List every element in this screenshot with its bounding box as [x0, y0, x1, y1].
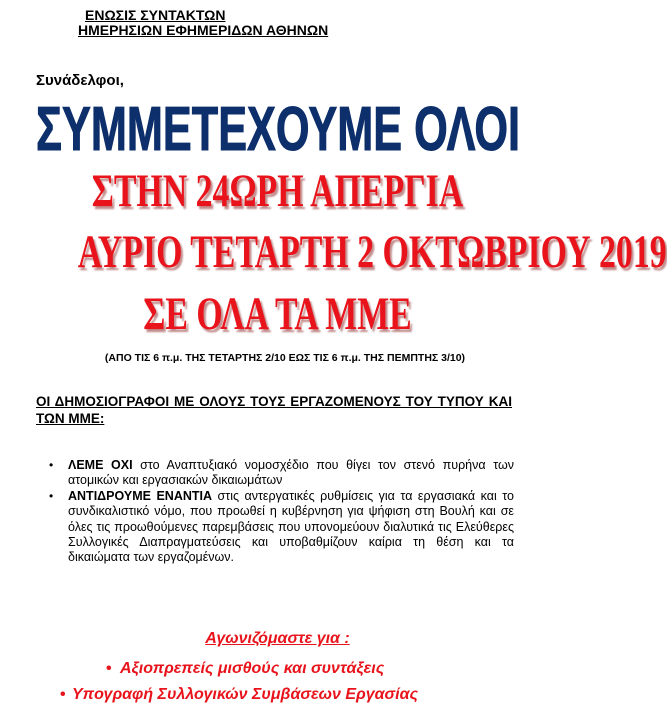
demand-text: Αξιοπρεπείς μισθούς και συντάξεις — [120, 660, 385, 677]
strike-line-2: ΑΥΡΙΟ ΤΕΤΑΡΤΗ 2 ΟΚΤΩΒΡΙΟΥ 2019 — [77, 226, 667, 278]
list-item — [60, 682, 530, 708]
bullet-icon: • — [60, 686, 66, 703]
list-item-bold: ΛΕΜΕ ΟΧΙ — [68, 458, 133, 472]
headline — [34, 95, 522, 164]
bullet-icon: • — [49, 488, 54, 503]
strike-line-3: ΣΕ ΟΛΑ ΤΑ ΜΜΕ — [143, 288, 412, 340]
list-item — [36, 458, 514, 489]
union-name-line1: ΕΝΩΣΙΣ ΣΥΝΤΑΚΤΩΝ — [85, 7, 226, 23]
list-item — [60, 656, 530, 682]
demand-text: Υπογραφή Συλλογικών Συμβάσεων Εργασίας — [72, 686, 419, 703]
list-item-bold: ΑΝΤΙΔΡΟΥΜΕ ΕΝΑΝΤΙΑ — [68, 488, 213, 503]
journalists-heading: ΟΙ ΔΗΜΟΣΙΟΓΡΑΦΟΙ ΜΕ ΟΛΟΥΣ ΤΟΥΣ ΕΡΓΑΖΟΜΕΝΟΥΣ ΤΟΥ ΤΥΠΟΥ ΚΑΙ ΤΩΝ ΜΜΕ: — [36, 394, 512, 426]
list-item-text: στο Αναπτυξιακό νομοσχέδιο που θίγει τον στενό πυρήνα των ατομικών και εργασιακών δικαιωμάτων — [68, 458, 514, 488]
list-item-text: στις αντεργατικές ρυθμίσεις για τα εργασιακά και το συνδικαλιστικό νόμο, που προωθεί η κυβέρνηση για ψήφιση στη Βουλή και σε όλες τις προωθούμενες παρεμβάσεις που υπονομεύουν διαλυτικά τις Ελεύθερες Συλλογικές Διαπραγματεύσεις και υποβαθμίζουν καίρια τη θέση και τα δικαιώματα των εργαζομένων. — [68, 488, 514, 565]
bullet-icon: • — [49, 458, 54, 472]
list-item — [36, 489, 514, 566]
strike-line-1: ΣΤΗΝ 24ΩΡΗ ΑΠΕΡΓΙΑ — [91, 165, 464, 217]
fighting-for-heading: Αγωνιζόμαστε για : — [205, 630, 350, 647]
bullet-icon: • — [106, 660, 112, 677]
position-list — [36, 458, 514, 566]
headline-svg — [34, 95, 522, 164]
union-name-line2: ΗΜΕΡΗΣΙΩΝ ΕΦΗΜΕΡΙΔΩΝ ΑΘΗΝΩΝ — [78, 22, 329, 38]
union-name — [78, 8, 398, 38]
greeting: Συνάδελφοι, — [36, 72, 124, 89]
demands-list — [60, 656, 530, 708]
strike-period: (ΑΠΟ ΤΙΣ 6 π.μ. ΤΗΣ ΤΕΤΑΡΤΗΣ 2/10 ΕΩΣ ΤΙΣ 6 π.μ. ΤΗΣ ΠΕΜΠΤΗΣ 3/10) — [104, 352, 466, 364]
headline-text: ΣΥΜΜΕΤΕΧΟΥΜΕ ΟΛΟΙ — [36, 95, 520, 164]
